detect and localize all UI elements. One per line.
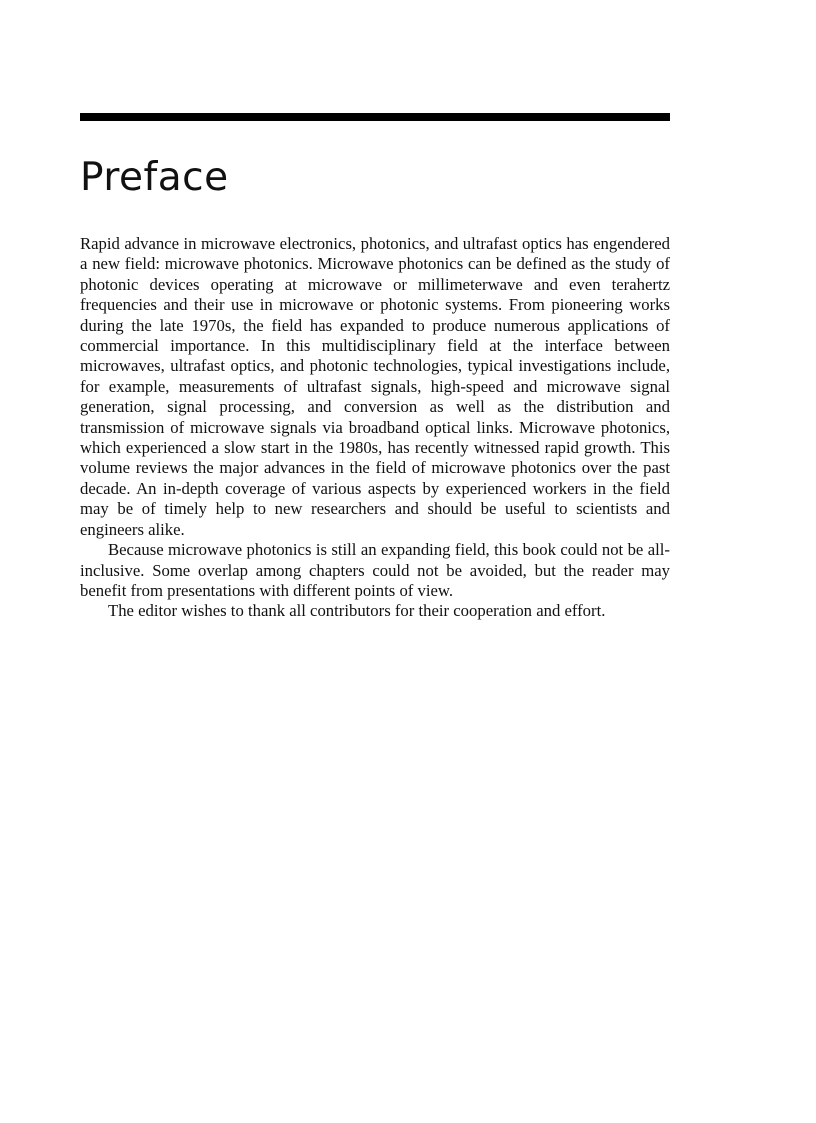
paragraph: Rapid advance in microwave electronics, photonics, and ultrafast optics has engendered a new field: microwave photonics. Microwave photonics can be defined as the study of photonic devices operating at microwave or millimeterwave and even terahertz frequencies and their use in microwave or photonic systems. From pioneering works during the late 1970s, the field has expanded to produce numerous applications of commercial importance. In this multidisciplinary field at the interface between microwaves, ultrafast optics, and photonic technologies, typical investigations include, for example, measurements of ultrafast signals, high-speed and microwave signal generation, signal processing, and conversion as well as the distribution and transmission of microwave signals via broadband optical links. Microwave photonics, which experienced a slow start in the 1980s, has recently witnessed rapid growth. This volume reviews the major advances in the field of microwave photonics over the past decade. An in-depth coverage of various aspects by experienced workers in the field may be of timely help to new researchers and should be useful to scientists and engineers alike. — [80, 234, 670, 539]
chapter-rule — [80, 113, 670, 121]
paragraph: Because microwave photonics is still an expanding field, this book could not be all-inclusive. Some overlap among chapters could not be avoided, but the reader may benefit from presentations with different points of view. — [80, 540, 670, 600]
paragraph: The editor wishes to thank all contributors for their cooperation and effort. — [108, 601, 606, 621]
page-title: Preface — [80, 155, 229, 200]
preface-body — [80, 234, 670, 622]
